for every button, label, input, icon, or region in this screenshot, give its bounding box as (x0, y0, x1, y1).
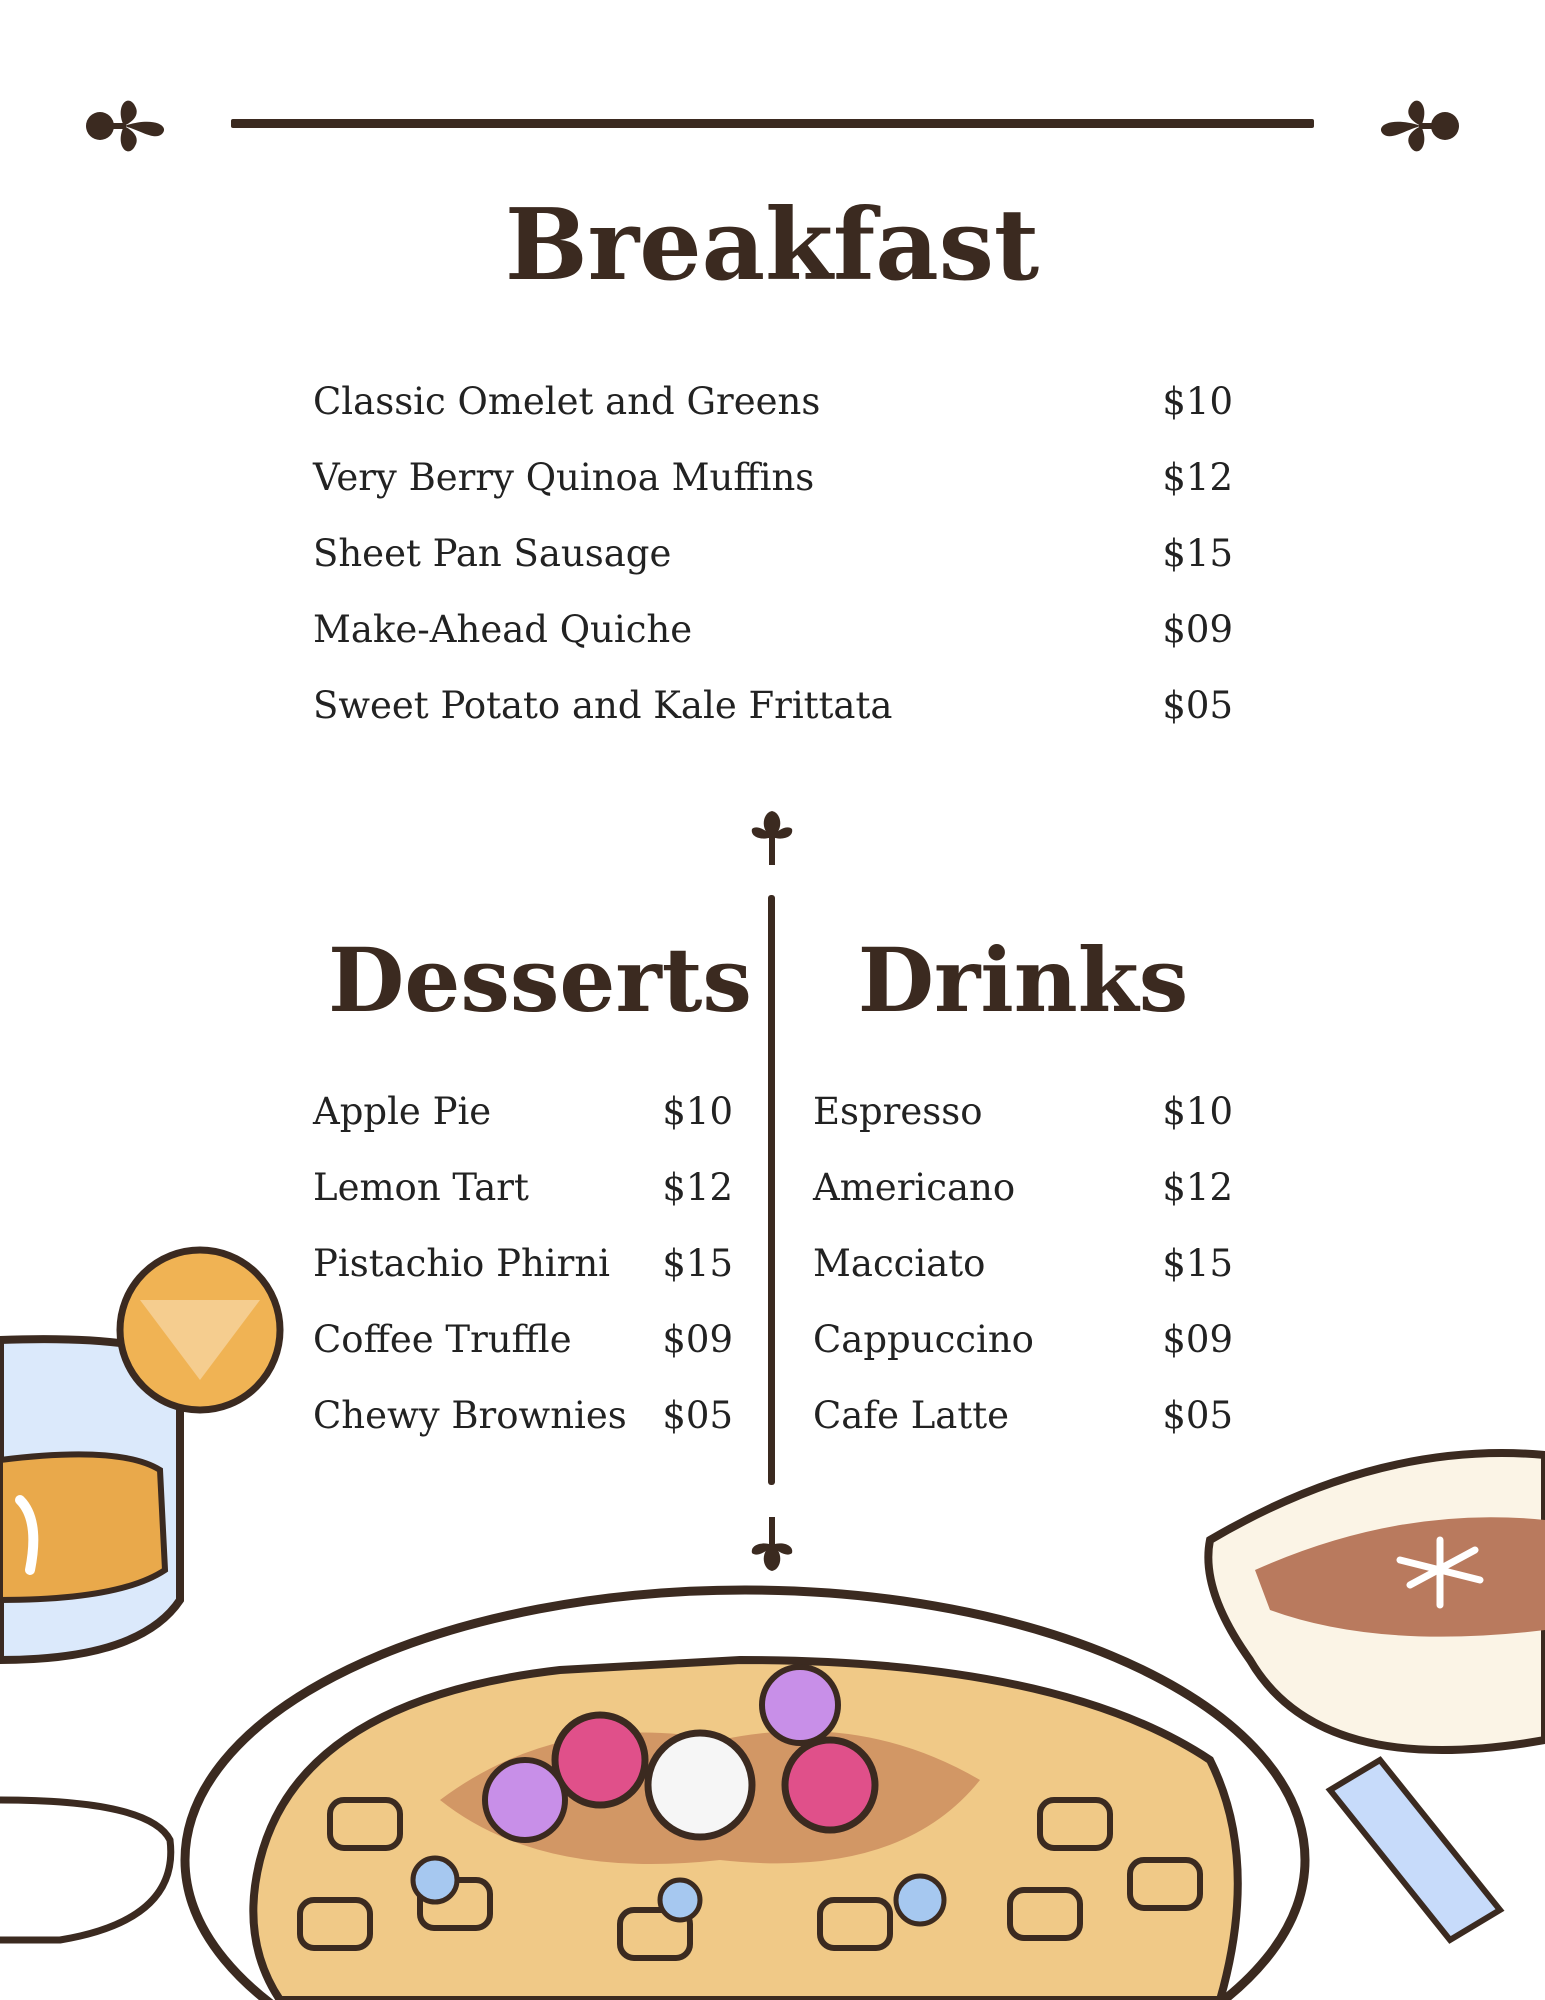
menu-row (313, 608, 1233, 651)
item-price: $15 (662, 1242, 733, 1285)
fleur-ornament-icon (746, 1513, 798, 1575)
item-name: Americano (813, 1166, 1016, 1209)
item-price: $05 (1162, 1394, 1233, 1437)
fleur-ornament-icon (746, 807, 798, 869)
menu-row (813, 1394, 1233, 1437)
menu-row (313, 532, 1233, 575)
item-price: $09 (1162, 1318, 1233, 1361)
item-price: $09 (1162, 608, 1233, 651)
item-price: $10 (1162, 1090, 1233, 1133)
item-price: $05 (662, 1394, 733, 1437)
center-divider-line (768, 895, 775, 1485)
menu-row (313, 1242, 733, 1285)
item-name: Chewy Brownies (313, 1394, 627, 1437)
item-name: Apple Pie (313, 1090, 492, 1133)
item-price: $09 (662, 1318, 733, 1361)
item-name: Lemon Tart (313, 1166, 529, 1209)
item-price: $05 (1162, 684, 1233, 727)
menu-row (313, 1318, 733, 1361)
waffle-plate-icon (185, 1590, 1305, 2000)
item-name: Espresso (813, 1090, 983, 1133)
fleur-ornament-icon (74, 86, 176, 166)
menu-row (313, 1090, 733, 1133)
item-price: $15 (1162, 1242, 1233, 1285)
item-price: $12 (662, 1166, 733, 1209)
menu-row (813, 1318, 1233, 1361)
item-price: $15 (1162, 532, 1233, 575)
menu-row (313, 1166, 733, 1209)
menu-row (313, 1394, 733, 1437)
item-name: Macciato (813, 1242, 986, 1285)
item-name: Coffee Truffle (313, 1318, 572, 1361)
top-divider-rule (231, 119, 1314, 128)
drinks-title: Drinks (857, 928, 1189, 1032)
menu-row (313, 684, 1233, 727)
menu-row (313, 380, 1233, 423)
item-name: Pistachio Phirni (313, 1242, 610, 1285)
item-price: $10 (662, 1090, 733, 1133)
item-price: $12 (1162, 456, 1233, 499)
desserts-title: Desserts (328, 928, 752, 1032)
item-name: Make-Ahead Quiche (313, 608, 693, 651)
item-name: Sweet Potato and Kale Frittata (313, 684, 893, 727)
item-name: Cappuccino (813, 1318, 1034, 1361)
item-name: Classic Omelet and Greens (313, 380, 821, 423)
breakfast-title: Breakfast (504, 188, 1040, 303)
fleur-ornament-icon (1369, 86, 1471, 166)
item-price: $10 (1162, 380, 1233, 423)
item-name: Cafe Latte (813, 1394, 1009, 1437)
menu-row (813, 1242, 1233, 1285)
item-name: Very Berry Quinoa Muffins (313, 456, 815, 499)
menu-row (813, 1090, 1233, 1133)
menu-row (313, 456, 1233, 499)
item-name: Sheet Pan Sausage (313, 532, 672, 575)
item-price: $12 (1162, 1166, 1233, 1209)
menu-row (813, 1166, 1233, 1209)
